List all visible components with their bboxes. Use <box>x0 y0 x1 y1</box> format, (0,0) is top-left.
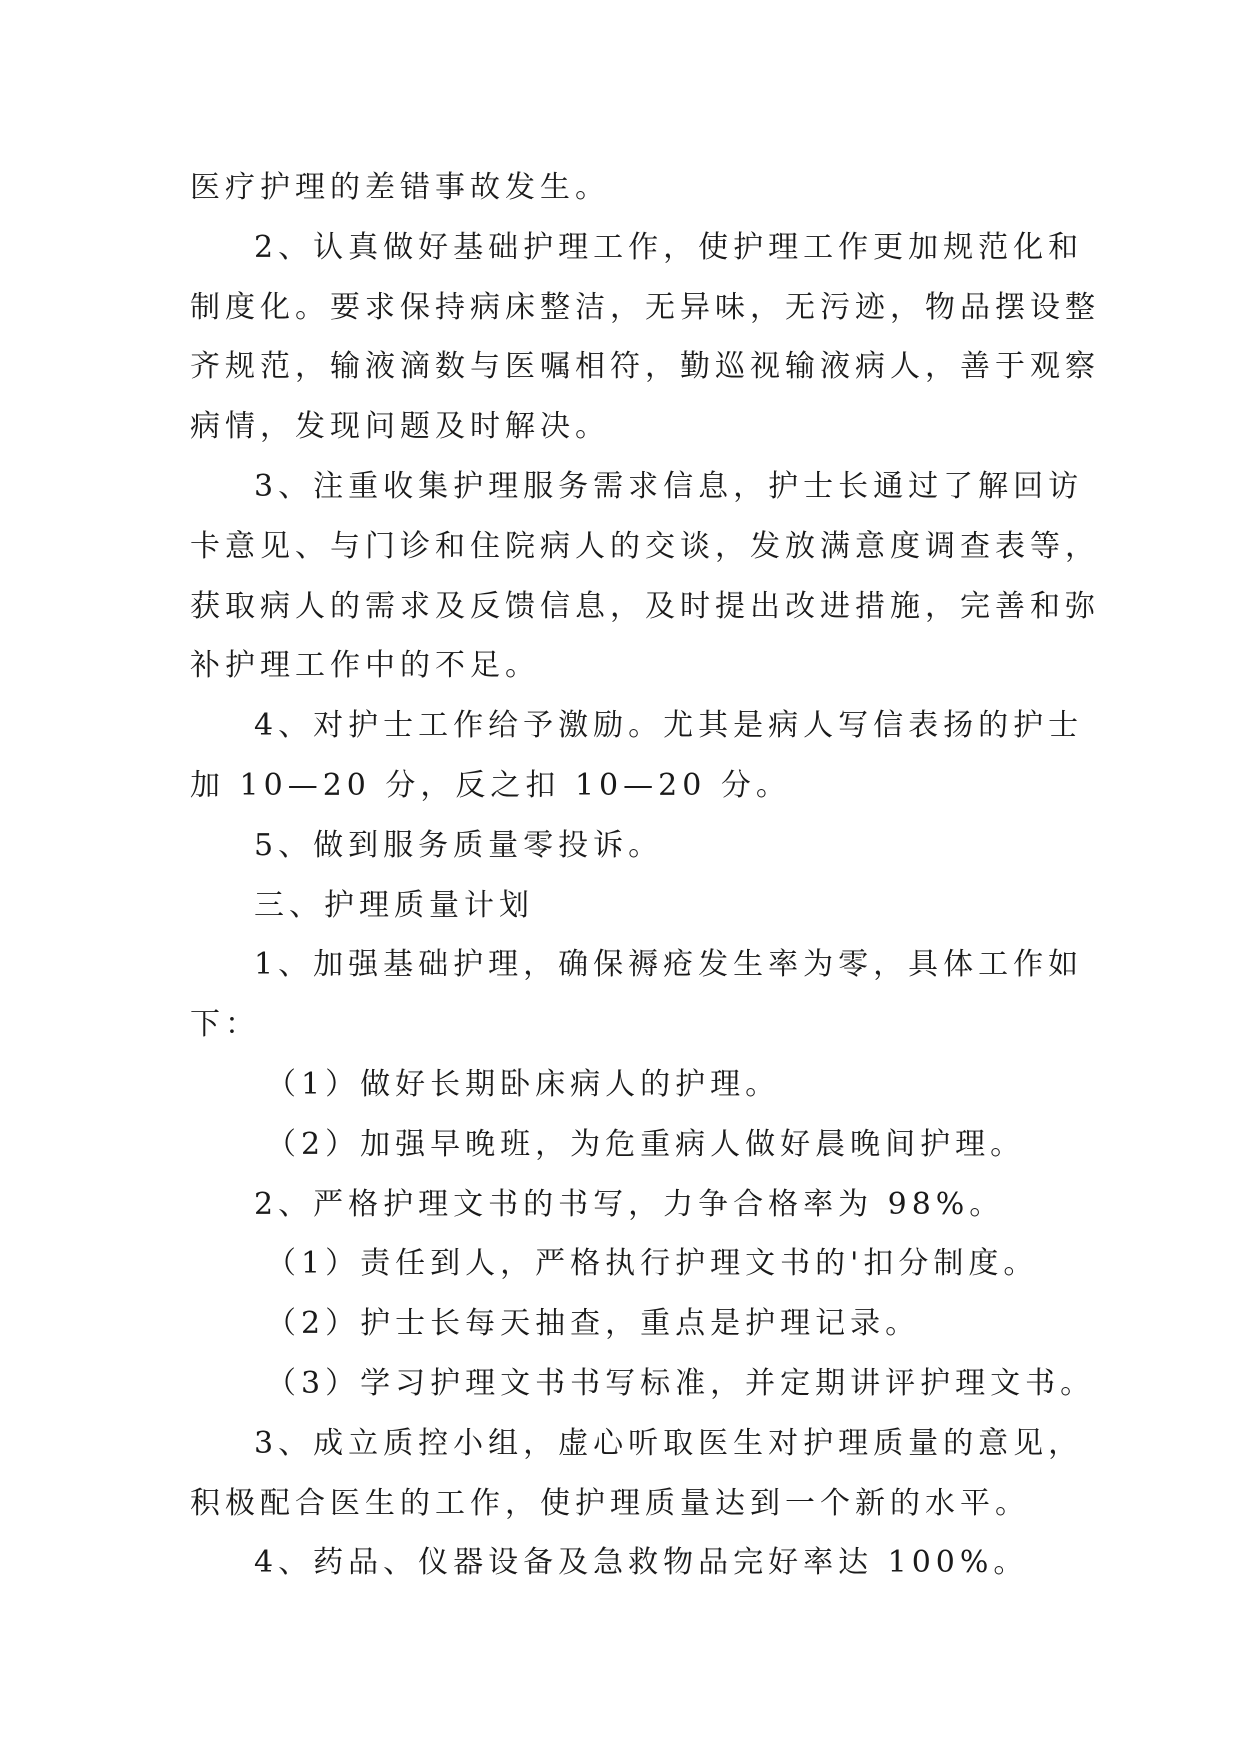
text-line: 病情，发现问题及时解决。 <box>190 409 610 445</box>
document-body <box>190 158 1100 1593</box>
text-line: （1）做好长期卧床病人的护理。 <box>266 1066 781 1102</box>
text-line: 3、成立质控小组，虚心听取医生对护理质量的意见， <box>254 1425 1084 1461</box>
text-line: 5、做到服务质量零投诉。 <box>254 827 664 863</box>
text-line: 卡意见、与门诊和住院病人的交谈，发放满意度调查表等， <box>190 528 1100 564</box>
text-line: （1）责任到人，严格执行护理文书的'扣分制度。 <box>266 1246 1039 1282</box>
text-line: （3）学习护理文书书写标准，并定期讲评护理文书。 <box>266 1365 1096 1401</box>
text-line: 4、药品、仪器设备及急救物品完好率达 100%。 <box>254 1545 1029 1581</box>
text-line: 4、对护士工作给予激励。尤其是病人写信表扬的护士 <box>254 708 1084 744</box>
text-line: 3、注重收集护理服务需求信息，护士长通过了解回访 <box>254 468 1084 504</box>
text-line: 加 10—20 分，反之扣 10—20 分。 <box>190 767 791 803</box>
text-line: 医疗护理的差错事故发生。 <box>190 170 610 205</box>
text-line: 三、护理质量计划 <box>254 887 534 923</box>
text-line: 获取病人的需求及反馈信息，及时提出改进措施，完善和弥 <box>190 588 1100 624</box>
text-line: 1、加强基础护理，确保褥疮发生率为零，具体工作如 <box>254 947 1084 983</box>
text-line: 2、严格护理文书的书写，力争合格率为 98%。 <box>254 1186 1005 1222</box>
text-line: 制度化。要求保持病床整洁，无异味，无污迹，物品摆设整 <box>190 289 1100 325</box>
text-line: 2、认真做好基础护理工作，使护理工作更加规范化和 <box>254 229 1084 265</box>
text-line: 积极配合医生的工作，使护理质量达到一个新的水平。 <box>190 1485 1030 1521</box>
text-line: 补护理工作中的不足。 <box>190 648 540 684</box>
text-line: 齐规范，输液滴数与医嘱相符，勤巡视输液病人，善于观察 <box>190 349 1100 385</box>
text-line: （2）加强早晚班，为危重病人做好晨晚间护理。 <box>266 1126 1026 1162</box>
text-line: 下： <box>190 1007 260 1043</box>
text-line: （2）护士长每天抽查，重点是护理记录。 <box>266 1306 921 1342</box>
